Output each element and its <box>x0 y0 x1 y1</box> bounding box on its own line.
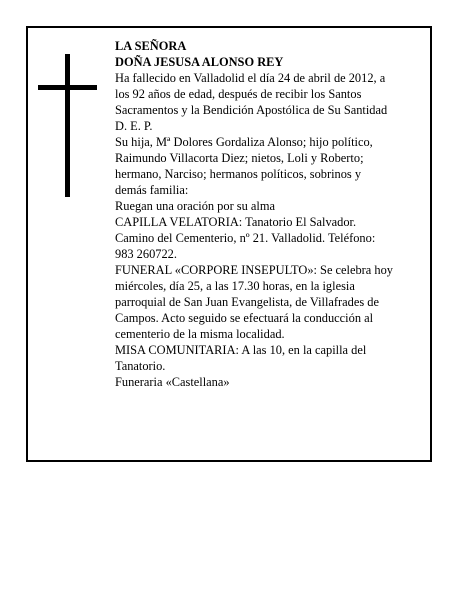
text-line: Campos. Acto seguido se efectuará la conducción al <box>115 311 374 325</box>
text-line: Ruegan una oración por su alma <box>115 199 275 213</box>
text-line: Ha fallecido en Valladolid el día 24 de abril de 2012, a <box>115 71 386 85</box>
deceased-name: DOÑA JESUSA ALONSO REY <box>115 55 284 69</box>
text-line: Funeraria «Castellana» <box>115 375 230 389</box>
cross-horizontal-bar <box>38 85 97 90</box>
text-line: CAPILLA VELATORIA: Tanatorio El Salvador. <box>115 215 357 229</box>
heading: LA SEÑORA <box>115 39 187 53</box>
text-line: parroquial de San Juan Evangelista, de Villafrades de <box>115 295 379 309</box>
text-line: los 92 años de edad, después de recibir los Santos <box>115 87 362 101</box>
obituary-text <box>115 38 427 390</box>
text-line: Su hija, Mª Dolores Gordaliza Alonso; hijo político, <box>115 135 373 149</box>
text-line: cementerio de la misma localidad. <box>115 327 285 341</box>
text-line: FUNERAL «CORPORE INSEPULTO»: Se celebra hoy <box>115 263 393 277</box>
text-line: demás familia: <box>115 183 189 197</box>
text-line: miércoles, día 25, a las 17.30 horas, en la iglesia <box>115 279 355 293</box>
text-line: Tanatorio. <box>115 359 166 373</box>
text-line: hermano, Narciso; hermanos políticos, sobrinos y <box>115 167 362 181</box>
cross-vertical-bar <box>65 54 70 197</box>
text-line: Camino del Cementerio, nº 21. Valladolid. Teléfono: <box>115 231 376 245</box>
text-line: Raimundo Villacorta Diez; nietos, Loli y Roberto; <box>115 151 364 165</box>
text-line: Sacramentos y la Bendición Apostólica de Su Santidad <box>115 103 388 117</box>
text-line: D. E. P. <box>115 119 153 133</box>
text-line: 983 260722. <box>115 247 177 261</box>
text-line: MISA COMUNITARIA: A las 10, en la capilla del <box>115 343 367 357</box>
